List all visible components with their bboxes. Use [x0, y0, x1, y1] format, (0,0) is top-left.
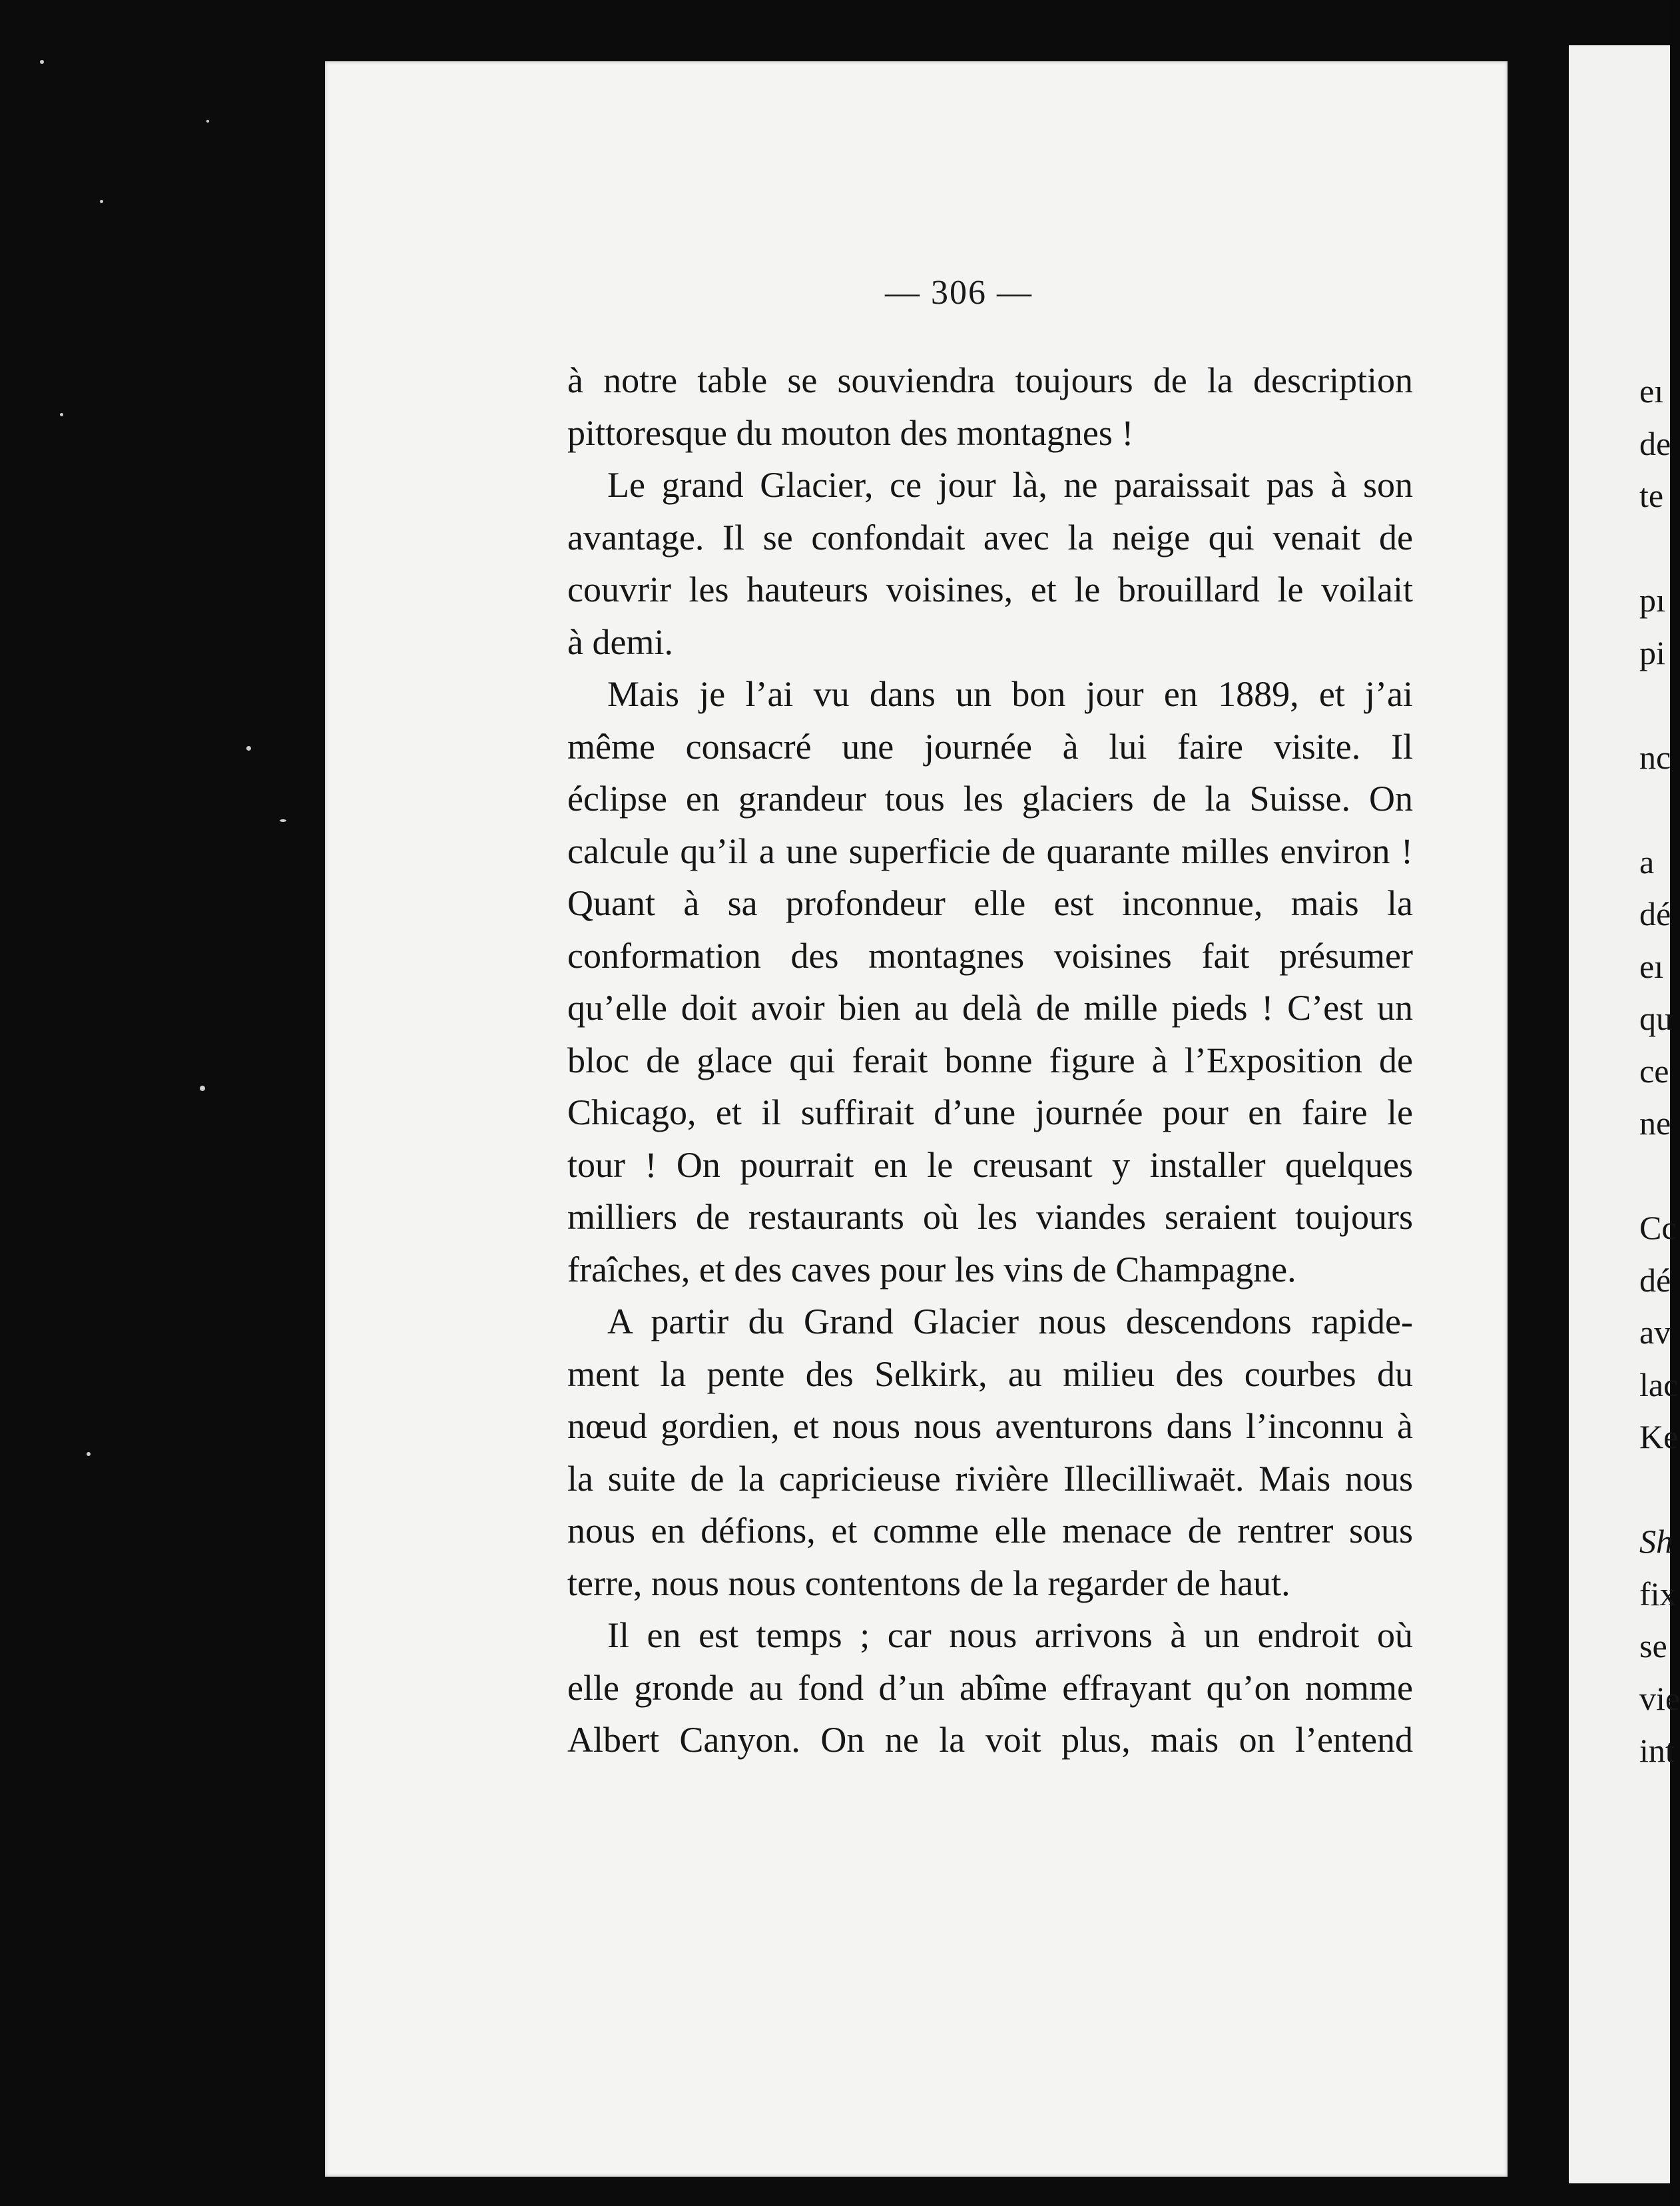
text-line: calcule qu’il a une superficie de quarante milles environ ! [567, 831, 1413, 871]
adjacent-fragment: pı [1639, 581, 1665, 619]
adjacent-page-text [1639, 365, 1680, 1777]
adjacent-fragment: a [1639, 843, 1655, 881]
adjacent-fragment: nc [1639, 738, 1671, 776]
adjacent-fragment: fix [1639, 1575, 1677, 1613]
adjacent-fragment: eı [1639, 372, 1664, 410]
adjacent-fragment: pi [1639, 633, 1665, 671]
adjacent-fragment: ce [1639, 1052, 1669, 1090]
text-line: Mais je l’ai vu dans un bon jour en 1889, et j’ai [607, 674, 1413, 714]
adjacent-fragment: int [1639, 1732, 1675, 1769]
scan-speck [100, 200, 103, 203]
text-line: conformation des montagnes voisines fait présumer [567, 935, 1413, 976]
scan-speck [280, 819, 286, 822]
text-line: même consacré une journée à lui faire visite. Il [567, 726, 1413, 767]
text-line: Il en est temps ; car nous arrivons à un endroit où [607, 1615, 1413, 1655]
text-line: fraîches, et des caves pour les vins de Champagne. [567, 1249, 1296, 1289]
text-line: ment la pente des Selkirk, au milieu des courbes du [567, 1353, 1413, 1394]
text-line: Le grand Glacier, ce jour là, ne paraissait pas à son [607, 465, 1413, 505]
text-line: tour ! On pourrait en le creusant y installer quelques [567, 1144, 1413, 1185]
text-line: milliers de restaurants où les viandes seraient toujours [567, 1197, 1413, 1237]
page-number: — 306 — [885, 274, 1033, 312]
adjacent-fragment: se [1639, 1627, 1667, 1664]
text-line: à demi. [567, 621, 673, 662]
scan-speck [40, 60, 44, 64]
text-line: Albert Canyon. On ne la voit plus, mais on l’entend [567, 1720, 1413, 1760]
adjacent-fragment: vie [1639, 1679, 1680, 1717]
text-line: éclipse en grandeur tous les glaciers de la Suisse. On [567, 779, 1413, 819]
text-line: nous en défions, et comme elle menace de rentrer sous [567, 1511, 1413, 1551]
text-line: elle gronde au fond d’un abîme effrayant qu’on nomme [567, 1667, 1413, 1708]
adjacent-fragment [1639, 679, 1670, 731]
text-line: pittoresque du mouton des montagnes ! [567, 412, 1134, 453]
adjacent-fragment: Ke [1639, 1418, 1679, 1455]
text-line: terre, nous nous contentons de la regarder de haut. [567, 1563, 1290, 1603]
text-line: Quant à sa profondeur elle est inconnue, mais la [567, 883, 1413, 923]
scan-speck [246, 746, 251, 751]
adjacent-fragment: dé [1639, 895, 1671, 932]
adjacent-fragment: de [1639, 424, 1671, 462]
adjacent-fragment [1639, 783, 1670, 836]
adjacent-fragment: qu [1639, 1000, 1673, 1037]
scan-speck [60, 413, 63, 416]
text-line: A partir du Grand Glacier nous descendons rapide- [607, 1301, 1413, 1341]
scan-speck [206, 120, 209, 123]
adjacent-fragment [1639, 522, 1670, 575]
page-text [567, 354, 1413, 1766]
adjacent-fragment: Cc [1639, 1209, 1677, 1246]
text-line: bloc de glace qui ferait bonne figure à l’Exposition de [567, 1040, 1413, 1080]
text-line: Chicago, et il suffirait d’une journée pour en faire le [567, 1092, 1413, 1132]
adjacent-fragment: eı [1639, 947, 1664, 985]
adjacent-fragment: te [1639, 477, 1664, 514]
text-line: nœud gordien, et nous nous aventurons dans l’inconnu à [567, 1406, 1413, 1446]
text-line: la suite de la capricieuse rivière Illecilliwaët. Mais nous [567, 1458, 1413, 1499]
adjacent-fragment: dé [1639, 1261, 1671, 1299]
adjacent-fragment: Sh [1639, 1523, 1673, 1560]
text-line: couvrir les hauteurs voisines, et le brouillard le voilait [567, 569, 1413, 609]
adjacent-fragment [1639, 1463, 1670, 1516]
adjacent-fragment: lac [1639, 1365, 1679, 1403]
scan-speck [87, 1452, 91, 1456]
text-line: à notre table se souviendra toujours de la description [567, 360, 1413, 400]
text-line: qu’elle doit avoir bien au delà de mille pieds ! C’est un [567, 988, 1413, 1028]
adjacent-fragment: ne [1639, 1104, 1671, 1142]
adjacent-fragment [1639, 1150, 1670, 1202]
scan-speck [200, 1086, 205, 1091]
text-line: avantage. Il se confondait avec la neige qui venait de [567, 517, 1413, 557]
adjacent-fragment: av [1639, 1313, 1671, 1351]
